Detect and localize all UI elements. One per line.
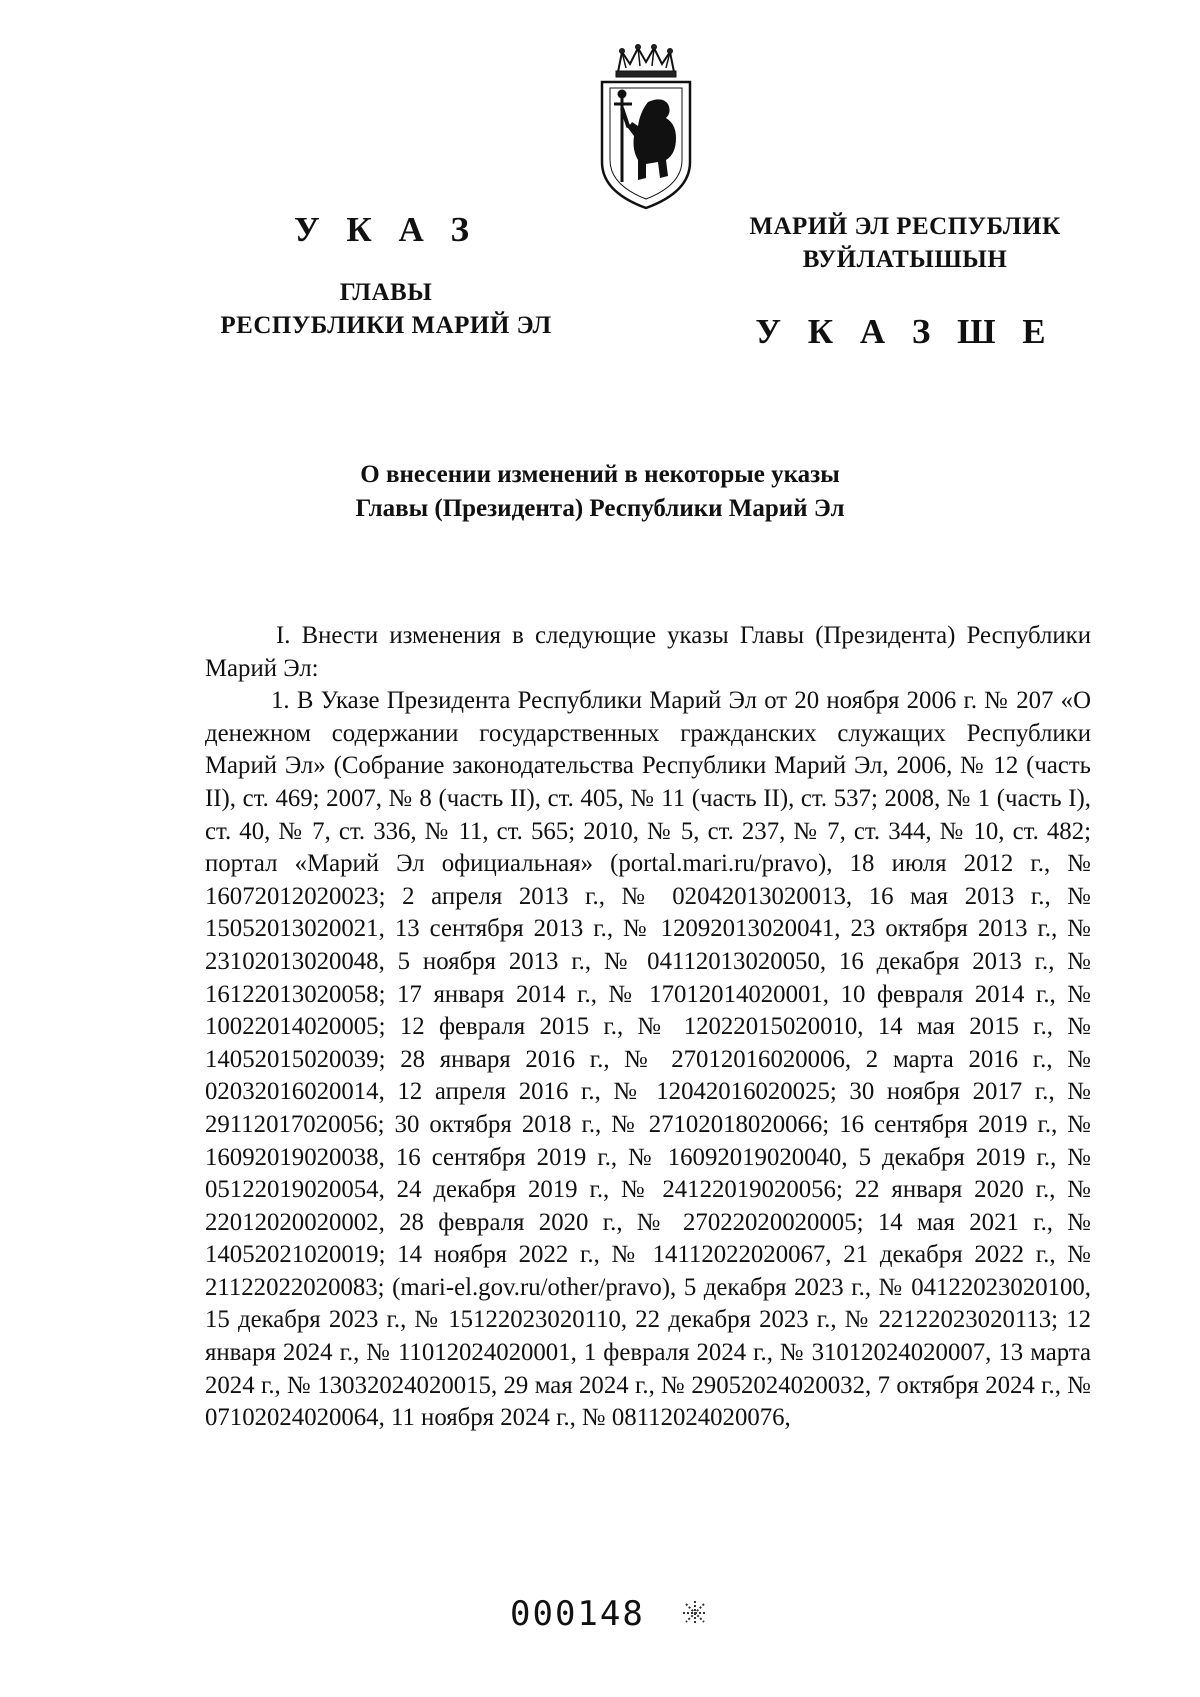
ukaz-title-russian: У К А З (293, 210, 479, 249)
title-line1: О внесении изменений в некоторые указы (360, 461, 840, 488)
right-line2: ВУЙЛАТЫШЫН (802, 246, 1008, 273)
paragraph-2: 1. В Указе Президента Республики Марий Эл от 20 ноября 2006 г. № 207 «О денежном содержании государственных гражданских служащих Республики Марий Эл» (Собрание законодательства Республики Марий Эл, 2006, № 12 (часть II), ст. 469; 2007, № 8 (часть II), ст. 405, № 11 (часть II), ст. 537; 2008, № 1 (часть I), ст. 40, № 7, ст. 336, № 11, ст. 565; 2010, № 5, ст. 237, № 7, ст. 344, № 10, ст. 482; портал «Марий Эл официальная» (portal.mari.ru/pravo), 18 июля 2012 г., № 16072012020023; 2 апреля 2013 г., № 02042013020013, 16 мая 2013 г., № 15052013020021, 13 сентября 2013 г., № 12092013020041, 23 октября 2013 г., № 23102013020048, 5 ноября 2013 г., № 04112013020050, 16 декабря 2013 г., № 16122013020058; 17 января 2014 г., № 17012014020001, 10 февраля 2014 г., № 10022014020005; 12 февраля 2015 г., № 12022015020010, 14 мая 2015 г., № 14052015020039; 28 января 2016 г., № 27012016020006, 2 марта 2016 г., № 02032016020014, 12 апреля 2016 г., № 12042016020025; 30 ноября 2017 г., № 29112017020056; 30 октября 2018 г., № 27102018020066; 16 сентября 2019 г., № 16092019020038, 16 сентября 2019 г., № 16092019020040, 5 декабря 2019 г., № 05122019020054, 24 декабря 2019 г., № 24122019020056; 22 января 2020 г., № 22012020020002, 28 февраля 2020 г., № 27022020020005; 14 мая 2021 г., № 14052021020019; 14 ноября 2022 г., № 14112022020067, 21 декабря 2022 г., № 21122022020083; (mari-el.gov.ru/other/pravo), 5 декабря 2023 г., № 04122023020100, 15 декабря 2023 г., № 15122023020110, 22 декабря 2023 г., № 22122023020113; 12 января 2024 г., № 11012024020001, 1 февраля 2024 г., № 31012024020007, 13 марта 2024 г., № 13032024020015, 29 мая 2024 г., № 29052024020032, 7 октября 2024 г., № 07102024020064, 11 ноября 2024 г., № 08112024020076, (205, 687, 1091, 1432)
ukaz-subtitle-russian (196, 276, 576, 342)
ukaz-header-mari (700, 210, 1110, 276)
snowflake-mark-icon (682, 1600, 708, 1626)
title-line2: Главы (Президента) Республики Марий Эл (355, 495, 845, 522)
paragraph-1: I. Внести изменения в следующие указы Главы (Президента) Республики Марий Эл: (205, 622, 1091, 682)
page-number: 000148 (510, 1594, 645, 1634)
document-body (205, 620, 1091, 1435)
right-line1: МАРИЙ ЭЛ РЕСПУБЛИК (749, 213, 1061, 240)
left-sub-line2: РЕСПУБЛИКИ МАРИЙ ЭЛ (220, 312, 552, 339)
ukaz-title-mari: У К А З Ш Е (755, 312, 1055, 351)
left-sub-line1: ГЛАВЫ (339, 279, 433, 306)
document-title (260, 458, 940, 526)
coat-of-arms-icon (592, 42, 700, 212)
